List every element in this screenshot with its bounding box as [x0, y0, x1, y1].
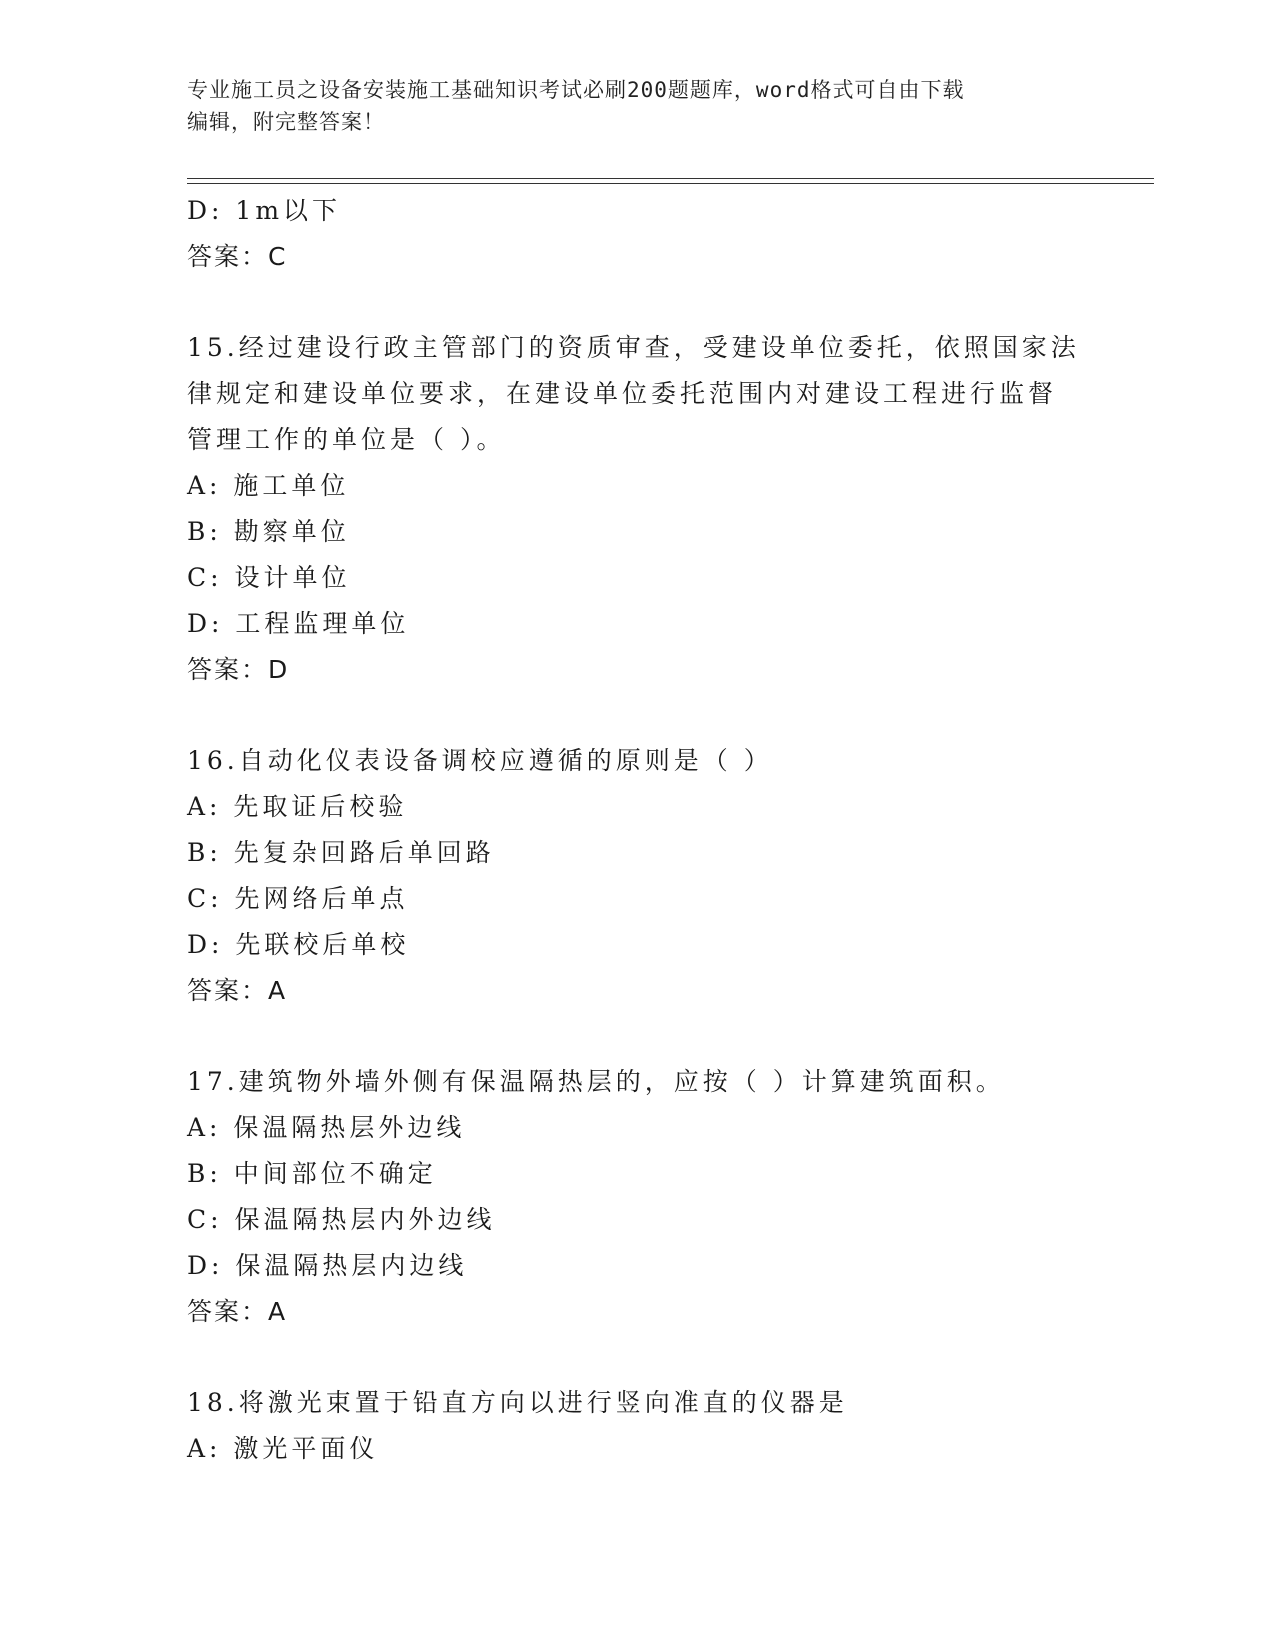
question-text-line: 17.建筑物外墙外侧有保温隔热层的，应按（ ）计算建筑面积。	[187, 1067, 1005, 1096]
option-c: C: 先网络后单点	[187, 884, 409, 913]
question-text-line: 律规定和建设单位要求，在建设单位委托范围内对建设工程进行监督	[187, 379, 1058, 408]
spacer	[187, 693, 1147, 738]
question-block-17	[187, 1059, 1147, 1335]
question-text-line: 管理工作的单位是（ ）。	[187, 425, 506, 454]
question-list	[187, 188, 1147, 1472]
option-b: B: 中间部位不确定	[187, 1159, 437, 1188]
question-text-line: 15.经过建设行政主管部门的资质审查，受建设单位委托，依照国家法	[187, 333, 1080, 362]
question-block-18	[187, 1380, 1147, 1472]
option-d: D: 1m以下	[187, 196, 342, 225]
option-b: B: 勘察单位	[187, 517, 350, 546]
question-text-line: 16.自动化仪表设备调校应遵循的原则是（ ）	[187, 746, 773, 775]
option-d: D: 保温隔热层内边线	[187, 1251, 468, 1280]
header-divider-top	[187, 178, 1154, 179]
question-block-15	[187, 325, 1147, 693]
option-d: D: 工程监理单位	[187, 609, 410, 638]
question-block-16	[187, 738, 1147, 1014]
spacer	[187, 1014, 1147, 1059]
header-divider-bottom	[187, 183, 1154, 184]
option-a: A: 保温隔热层外边线	[187, 1113, 466, 1142]
spacer	[187, 280, 1147, 325]
header-title-line-1: 专业施工员之设备安装施工基础知识考试必刷200题题库，word格式可自由下载	[187, 78, 965, 102]
answer-line: 答案：C	[187, 242, 288, 271]
option-c: C: 保温隔热层内外边线	[187, 1205, 496, 1234]
header-title-line-2: 编辑，附完整答案！	[187, 110, 385, 134]
option-a: A: 施工单位	[187, 471, 350, 500]
option-b: B: 先复杂回路后单回路	[187, 838, 495, 867]
option-a: A: 激光平面仪	[187, 1434, 379, 1463]
answer-line: 答案：D	[187, 655, 290, 684]
question-block-14-tail	[187, 188, 1147, 280]
document-header	[187, 74, 1067, 138]
answer-line: 答案：A	[187, 1297, 288, 1326]
question-text-line: 18.将激光束置于铅直方向以进行竖向准直的仪器是	[187, 1388, 848, 1417]
option-c: C: 设计单位	[187, 563, 351, 592]
spacer	[187, 1335, 1147, 1380]
option-d: D: 先联校后单校	[187, 930, 410, 959]
answer-line: 答案：A	[187, 976, 288, 1005]
option-a: A: 先取证后校验	[187, 792, 408, 821]
